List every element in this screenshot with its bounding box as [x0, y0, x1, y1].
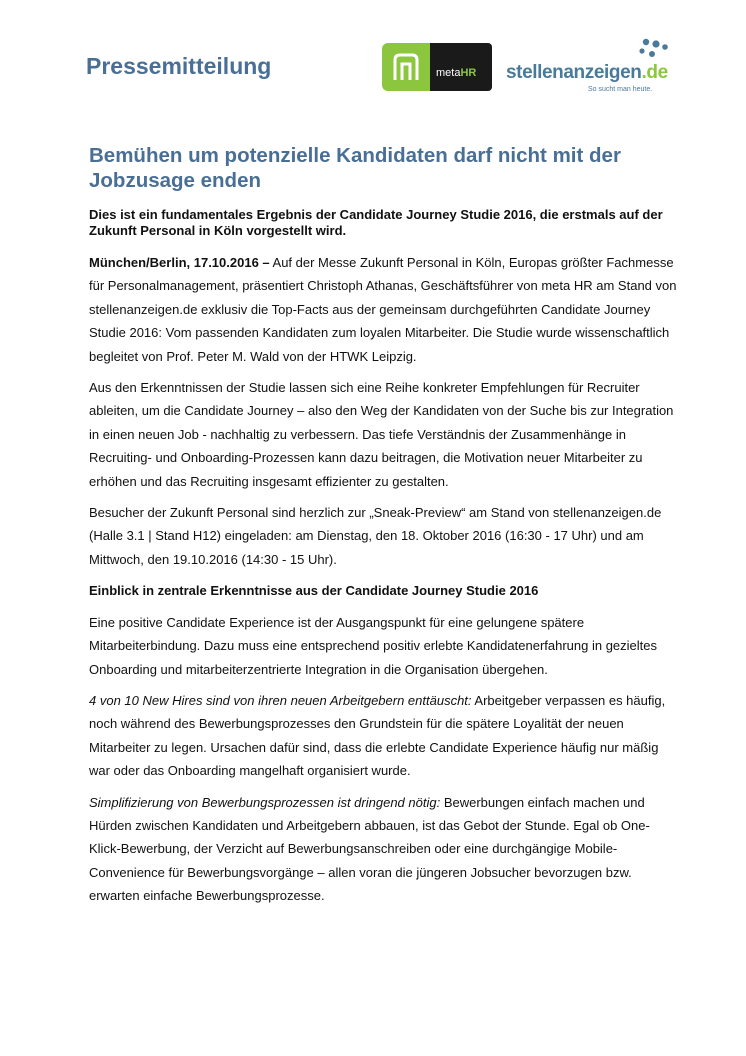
paragraph-1: München/Berlin, 17.10.2016 – Auf der Messe Zukunft Personal in Köln, Europas größter Fachmesse für Personalmanagement, präsentiert Christoph Athanas, Geschäftsführer von meta HR am Stand von stellenanzeigen.de exklusiv die Top-Facts aus der gemeinsam durchgeführten Candidate Journey Studie 2016: Vom passenden Kandidaten zum loyalen Mitarbeiter. Die Studie wurde wissenschaftlich begleitet von Prof. Peter M. Wald von der HTWK Leipzig.	[89, 255, 677, 364]
paragraph-6-lead: Simplifizierung von Bewerbungsprozessen ist dringend nötig:	[89, 794, 441, 810]
paragraph-3: Besucher der Zukunft Personal sind herzlich zur „Sneak-Preview“ am Stand von stellenanzeigen.de (Halle 3.1 | Stand H12) eingeladen: am Dienstag, den 18. Oktober 2016 (16:30 - 17 Uhr) und am Mittwoch, den 19.10.2016 (14:30 - 15 Uhr).	[89, 505, 662, 567]
metahr-logo-mark	[382, 43, 430, 91]
paragraph-5-lead: 4 von 10 New Hires sind von ihren neuen Arbeitgebern enttäuscht:	[89, 692, 472, 708]
stellenanzeigen-slogan: So sucht man heute.	[588, 86, 653, 93]
paragraph-2: Aus den Erkenntnissen der Studie lassen sich eine Reihe konkreter Empfehlungen für Recruiter ableiten, um die Candidate Journey – also den Weg der Kandidaten von der Suche bis zur Integration in einen neuen Job - nachhaltig zu verbessern. Das tiefe Verständnis der Zusammenhänge in Recruiting- und Onboarding-Prozessen kann dazu beitragen, die Motivation neuer Mitarbeiter zu erhöhen und das Recruiting insgesamt effizienter zu gestalten.	[89, 380, 674, 489]
metahr-logo	[382, 43, 492, 91]
stellenanzeigen-logo	[506, 38, 676, 100]
stellenanzeigen-wordmark: stellenanzeigen.de	[506, 62, 668, 83]
body-text	[89, 207, 679, 916]
subheading: Einblick in zentrale Erkenntnisse aus der Candidate Journey Studie 2016	[89, 583, 539, 599]
dateline: München/Berlin, 17.10.2016 –	[89, 255, 270, 270]
paragraph-4: Eine positive Candidate Experience ist der Ausgangspunkt für eine gelungene spätere Mitarbeiterbindung. Dazu muss eine entsprechend positiv erlebte Kandidatenerfahrung in gezieltes Onboarding und mitarbeiterzentrierte Integration in die Organisation übergehen.	[89, 614, 658, 677]
paragraph-6: Simplifizierung von Bewerbungsprozessen ist dringend nötig: Bewerbungen einfach machen und Hürden zwischen Kandidaten und Arbeitgebern abbauen, ist das Gebot der Stunde. Egal ob One-Klick-Bewerbung, der Verzicht auf Bewerbungsanschreiben oder eine durchgängige Mobile-Convenience für Bewerbungsvorgänge – allen voran die jüngeren Jobsucher bevorzugen bzw. erwarten einfache Bewerbungsprozesse.	[89, 794, 650, 904]
lead-paragraph: Dies ist ein fundamentales Ergebnis der Candidate Journey Studie 2016, die erstmals auf der Zukunft Personal in Köln vorgestellt wird.	[89, 207, 663, 238]
metahr-logo-text: meta HR	[430, 43, 492, 91]
paragraph-5: 4 von 10 New Hires sind von ihren neuen Arbeitgebern enttäuscht: Arbeitgeber verpassen es häufig, noch während des Bewerbungsprozesses den Grundstein für die spätere Loyalität der neuen Mitarbeiter zu legen. Ursachen dafür sind, dass die erlebte Candidate Experience häufig nur mäßig war oder das Onboarding mangelhaft organisiert wurde.	[89, 692, 666, 779]
page-title: Pressemitteilung	[86, 53, 272, 79]
headline: Bemühen um potenzielle Kandidaten darf nicht mit der Jobzusage enden	[89, 144, 621, 192]
